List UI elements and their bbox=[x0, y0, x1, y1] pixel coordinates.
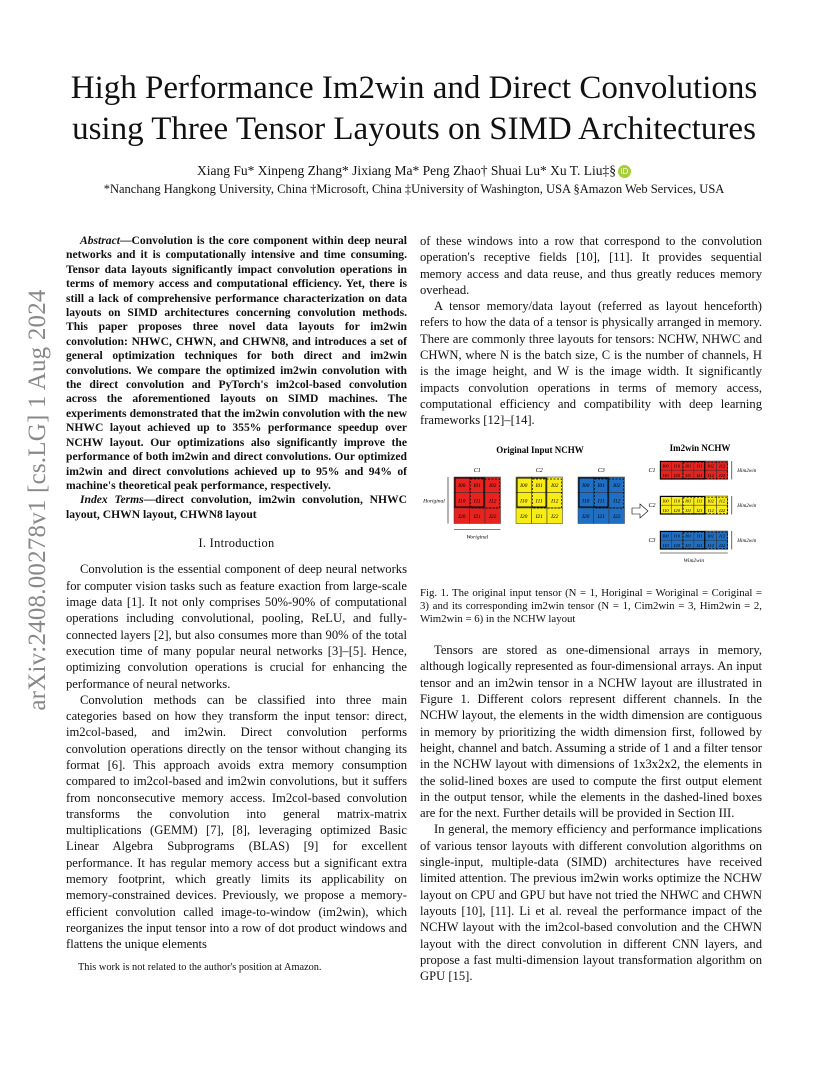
cell-label: I21 bbox=[473, 513, 481, 520]
right-paragraph-3: Tensors are stored as one-dimensional arrays in memory, although logically represented as four-dimensional arrays. An input tensor and an im2win tensor in a NCHW layout are illustrated in Figure 1. Different colors represent different channels. In the NCHW layout, the elements in the width dimension are contiguous in memory by prioritizing the width dimension first, followed by height, channel and batch. Assuming a stride of 1 and a filter tensor in the NCHW layout with dimensions of 1x3x2x2, the elements in the solid-lined boxes are used to compute the first output element in the output tensor, while the elements in the dashed-lined boxes are for the next. Further details will be provided in Section III. bbox=[420, 643, 762, 821]
right-paragraph-1: of these windows into a row that correspond to the convolution operation's receptive fields [10], [11]. It provides sequential memory access and data reuse, and thus greatly reduces memory overhead. bbox=[420, 234, 762, 297]
cell-label: I01 bbox=[473, 482, 481, 489]
cell-label: I12 bbox=[551, 497, 559, 504]
w-original-label: Woriginal bbox=[466, 534, 489, 541]
left-column bbox=[66, 234, 407, 953]
orcid-icon[interactable]: iD bbox=[618, 165, 631, 178]
cell-label: I02 bbox=[613, 482, 621, 489]
cell-label: I11 bbox=[473, 497, 481, 504]
index-terms-text: —direct convolution, im2win convolution, NHWC layout, CHWN layout, CHWN8 layout bbox=[66, 493, 407, 521]
channel-label: C1 bbox=[473, 467, 481, 474]
cell-label: I20 bbox=[520, 513, 528, 520]
cell-label: I02 bbox=[707, 533, 714, 539]
cell-label: I00 bbox=[662, 533, 669, 539]
cell-label: I11 bbox=[696, 498, 703, 504]
cell-label: I00 bbox=[520, 482, 528, 489]
right-paragraph-2: A tensor memory/data layout (referred as layout henceforth) refers to how the data of a tensor is physically arranged in memory. There are commonly three layouts for tensors: NCHW, NHWC and CHWN, where N is the batch size, C is the number of channels, H is the image height, and W is the image width. It significantly impacts convolution operations in terms of memory access, computational efficiency and compatibility with deep learning frameworks [12]–[14]. bbox=[420, 299, 762, 428]
author-names: Xiang Fu* Xinpeng Zhang* Jixiang Ma* Peng Zhao† Shuai Lu* Xu T. Liu‡§ bbox=[196, 163, 617, 178]
cell-label: I11 bbox=[696, 463, 703, 469]
cell-label: I12 bbox=[719, 498, 726, 504]
affiliations: *Nanchang Hangkong University, China †Microsoft, China ‡University of Washington, USA §Amazon Web Services, USA bbox=[103, 182, 725, 196]
cell-label: I01 bbox=[685, 498, 692, 504]
cell-label: I00 bbox=[662, 463, 669, 469]
cell-label: I20 bbox=[458, 513, 466, 520]
cell-label: I12 bbox=[489, 497, 497, 504]
channel-label: C3 bbox=[648, 537, 656, 544]
right-column bbox=[420, 233, 762, 984]
cell-label: I10 bbox=[582, 497, 590, 504]
cell-label: I10 bbox=[673, 498, 681, 504]
cell-label: I12 bbox=[707, 472, 714, 478]
cell-label: I21 bbox=[597, 513, 605, 520]
cell-label: I20 bbox=[673, 472, 681, 478]
section-heading: I. Introduction bbox=[198, 536, 275, 551]
cell-label: I21 bbox=[696, 472, 703, 478]
channel-label: C3 bbox=[597, 467, 605, 474]
cell-label: I11 bbox=[685, 472, 692, 478]
cell-label: I00 bbox=[662, 498, 669, 504]
cell-label: I22 bbox=[719, 542, 726, 548]
cell-label: I10 bbox=[662, 507, 669, 513]
h-im2win-label: Him2win bbox=[737, 502, 757, 509]
cell-label: I10 bbox=[458, 497, 466, 504]
cell-label: I00 bbox=[458, 482, 466, 489]
cell-label: I10 bbox=[673, 533, 681, 539]
intro-paragraph-2: Convolution methods can be classified into three main categories based on how they transform the input tensor: direct, im2col-based, and im2win. Direct convolution performs convolution operations directly on the tensor without changing its format [6]. This approach avoids extra memory consumption compared to im2col-based and im2win convolutions, but it suffers from nonconsecutive memory access. Im2col-based convolution transforms the convolution into general matrix-matrix multiplications (GEMM) [7], [8], leveraging optimized Basic Linear Algebra Subprograms (BLAS) [9] for excellent performance. It has regular memory access but a significant extra memory footprint, which greatly limits its applicability on memory-constrained devices. Previously, we propose a memory-efficient convolution called image-to-window (im2win), which reorganizes the input tensor into a row of dot product windows and flattens the unique elements bbox=[66, 692, 407, 952]
cell-label: I22 bbox=[719, 507, 726, 513]
abstract-label: Abstract bbox=[80, 234, 120, 247]
channel-label: C1 bbox=[648, 467, 656, 474]
figure-1 bbox=[420, 441, 762, 573]
cell-label: I10 bbox=[520, 497, 528, 504]
cell-label: I10 bbox=[662, 542, 669, 548]
cell-label: I10 bbox=[662, 472, 669, 478]
right-paragraph-4: In general, the memory efficiency and performance implications of various tensor layouts with different convolution algorithms on single-input, multiple-data (SIMD) architectures have received limited attention. The previous im2win works optimize the NCHW layout on CPU and GPU but have not tried the NHWC and CHWN layouts [10], [11]. Li et al. reveal the performance impact of the NCHW layout with the im2col-based convolution and the CHWN layout with the direct convolution in different CNN layers, and propose a fast multi-dimension layout transformation algorithm on GPU [15]. bbox=[420, 822, 762, 984]
cell-label: I21 bbox=[535, 513, 543, 520]
cell-label: I21 bbox=[696, 507, 703, 513]
cell-label: I20 bbox=[673, 542, 681, 548]
cell-label: I22 bbox=[489, 513, 497, 520]
cell-label: I02 bbox=[551, 482, 559, 489]
figure-caption: Fig. 1. The original input tensor (N = 1, Horiginal = Woriginal = Coriginal = 3) and its corresponding im2win tensor (N = 1, Cim2win = 3, Him2win = 2, Wim2win = 6) in the NCHW layout bbox=[420, 586, 762, 625]
index-terms bbox=[66, 493, 407, 522]
paper-title: High Performance Im2win and Direct Convolutions using Three Tensor Layouts on SIMD Architectures bbox=[70, 70, 758, 147]
index-terms-label: Index Terms bbox=[80, 493, 144, 507]
intro-paragraph-1: Convolution is the essential component of deep neural networks for computer vision tasks such as feature exaction from large-scale image data [1]. It not only comprises 50%-90% of computational operations including convolutional, pooling, ReLU, and fully-connected layers [2], but also consumes more than 90% of the total execution time of many popular neural networks [3]–[5]. Hence, optimizing convolution operations is crucial for enhancing the performance of neural networks. bbox=[66, 562, 407, 691]
cell-label: I01 bbox=[597, 482, 605, 489]
arxiv-sidebar-stamp bbox=[18, 289, 58, 711]
cell-label: I11 bbox=[696, 533, 703, 539]
w-im2win-label: Wim2win bbox=[683, 557, 705, 564]
cell-label: I12 bbox=[707, 542, 714, 548]
cell-label: I22 bbox=[551, 513, 559, 520]
h-im2win-label: Him2win bbox=[737, 537, 757, 544]
cell-label: I01 bbox=[685, 463, 692, 469]
cell-label: I10 bbox=[673, 463, 681, 469]
cell-label: I11 bbox=[685, 507, 692, 513]
figure-right-title: Im2win NCHW bbox=[669, 442, 731, 453]
cell-label: I02 bbox=[489, 482, 497, 489]
cell-label: I01 bbox=[685, 533, 692, 539]
cell-label: I00 bbox=[582, 482, 590, 489]
cell-label: I02 bbox=[707, 498, 714, 504]
figure-1-diagram bbox=[420, 441, 762, 573]
cell-label: I12 bbox=[613, 497, 621, 504]
cell-label: I20 bbox=[673, 507, 681, 513]
cell-label: I21 bbox=[696, 542, 703, 548]
arxiv-id: arXiv:2408.00278v1 [cs.LG] 1 Aug 2024 bbox=[24, 289, 51, 711]
cell-label: I11 bbox=[597, 497, 605, 504]
footnote: This work is not related to the author's position at Amazon. bbox=[78, 962, 322, 973]
cell-label: I12 bbox=[707, 507, 714, 513]
cell-label: I11 bbox=[535, 497, 543, 504]
channel-label: C2 bbox=[535, 467, 543, 474]
channel-label: C2 bbox=[648, 502, 656, 509]
abstract bbox=[66, 234, 407, 493]
cell-label: I12 bbox=[719, 463, 726, 469]
figure-left-title: Original Input NCHW bbox=[496, 444, 584, 455]
cell-label: I11 bbox=[685, 542, 692, 548]
cell-label: I20 bbox=[582, 513, 590, 520]
author-list bbox=[40, 163, 788, 179]
cell-label: I22 bbox=[719, 472, 726, 478]
transform-arrow bbox=[632, 504, 648, 518]
cell-label: I02 bbox=[707, 463, 714, 469]
cell-label: I12 bbox=[719, 533, 726, 539]
h-original-label: Horiginal bbox=[423, 497, 445, 504]
cell-label: I01 bbox=[535, 482, 543, 489]
h-im2win-label: Him2win bbox=[737, 467, 757, 474]
abstract-text: —Convolution is the core component within deep neural networks and it is computationally intensive and time consuming. Tensor data layouts significantly impact convolution operations in terms of memory access and computational efficiency. Yet, there is still a lack of comprehensive performance characterization on data layouts on SIMD architectures concerning convolution methods. This paper proposes three novel data layouts for im2win convolution: NHWC, CHWN, and CHWN8, and introduces a set of general optimization techniques for both direct and im2win convolutions. We compare the optimized im2win convolution with the direct convolution and PyTorch's im2col-based convolution across the aforementioned layouts on SIMD machines. The experiments demonstrated that the im2win convolution with the new NHWC layout achieved up to 355% performance speedup over NCHW layout. Our optimizations also significantly improve the performance of both im2win and direct convolutions. Our optimized im2win and direct convolutions achieved up to 95% and 94% of machine's theoretical peak performance, respectively. bbox=[66, 234, 407, 492]
cell-label: I22 bbox=[613, 513, 621, 520]
